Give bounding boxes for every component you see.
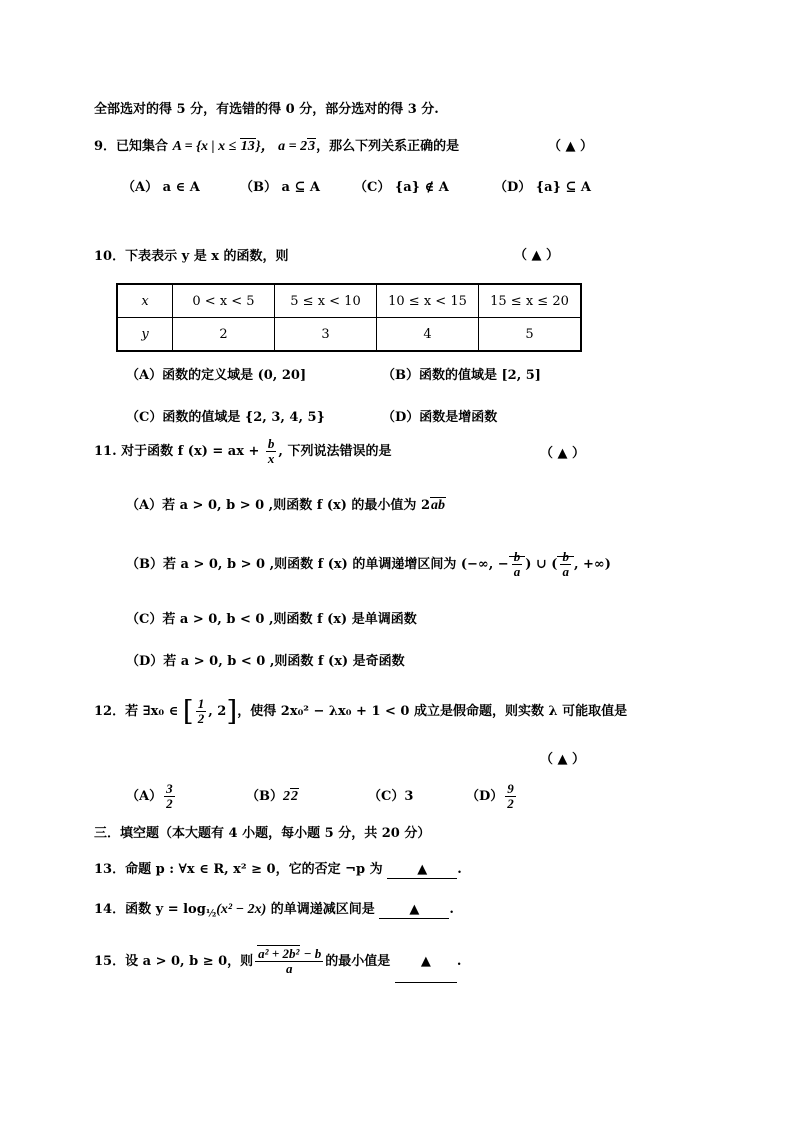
table-cell: x bbox=[117, 284, 173, 318]
answer-placeholder-9: （ ▲ ） bbox=[548, 139, 594, 154]
table-cell: 0 < x < 5 bbox=[173, 284, 275, 318]
table-cell: y bbox=[117, 318, 173, 352]
q11-option-d: （D）若 a > 0, b < 0 ,则函数 f (x) 是奇函数 bbox=[126, 654, 405, 669]
table-cell: 5 bbox=[479, 318, 582, 352]
question-15: 15．设 a > 0, b ≥ 0，则 $\frac{\text{a² + 2b² − b}}{a}$ 的最小值是 ▲ . bbox=[94, 942, 461, 983]
section-heading: 三．填空题（本大题有 4 小题，每小题 5 分，共 20 分） bbox=[94, 826, 431, 841]
q10-option-c: （C）函数的值域是 {2, 3, 4, 5} bbox=[126, 410, 325, 425]
answer-placeholder-12: （ ▲ ） bbox=[540, 752, 586, 767]
q11-option-b: （B）若 a > 0, b > 0 ,则函数 f (x) 的单调递增区间为 (−∞, − $\frac{b}{a}$ ) ∪ ( $\frac{b}{a}$ , +∞) bbox=[126, 549, 611, 579]
a-value: ， a = 23 bbox=[260, 139, 316, 154]
table-row bbox=[117, 318, 581, 352]
table-cell: 3 bbox=[275, 318, 377, 352]
table-cell: 15 ≤ x ≤ 20 bbox=[479, 284, 582, 318]
answer-placeholder-10: （ ▲ ） bbox=[514, 248, 560, 263]
q12-option-d: （D） $\frac{9}{2}$ bbox=[466, 781, 514, 811]
q9-option-d: （D） {a} ⊆ A bbox=[494, 180, 591, 195]
q11-option-a: （A）若 a > 0, b > 0 ,则函数 f (x) 的最小值为 2ab bbox=[126, 498, 446, 513]
function-table bbox=[116, 283, 582, 352]
table-cell: 10 ≤ x < 15 bbox=[377, 284, 479, 318]
question-12-stem: 12．若 ∃x₀ ∈ [ $\frac{1}{2}$ , 2]，使得 2x₀² − λx₀ + 1 < 0 成立是假命题，则实数 λ 可能取值是 bbox=[94, 694, 628, 728]
q12-option-c: （C）3 bbox=[368, 789, 414, 804]
q12-option-a: （A） $\frac{3}{2}$ bbox=[126, 781, 173, 811]
question-10-stem: 10．下表表示 y 是 x 的函数，则 bbox=[94, 249, 289, 264]
q12-option-b: （B）22 bbox=[246, 789, 298, 804]
table-cell: 2 bbox=[173, 318, 275, 352]
q10-option-b: （B）函数的值域是 [2, 5] bbox=[382, 368, 541, 383]
set-A: A = {x | x ≤ 13} bbox=[172, 139, 261, 154]
q9-option-b: （B） a ⊆ A bbox=[240, 180, 320, 195]
question-14: 14．函数 $y = \log_{\frac{1}{2}}(x^2 - 2x)$ 的单调递减区间是 ▲ . bbox=[94, 902, 454, 920]
question-9-stem: 9．已知集合 A = {x | x ≤ 13}， a = 23，那么下列关系正确的是 bbox=[94, 139, 460, 154]
answer-blank-13[interactable]: ▲ bbox=[387, 862, 457, 879]
q9-option-c: （C） {a} ∉ A bbox=[354, 180, 449, 195]
instructions-text: 全部选对的得 5 分，有选错的得 0 分，部分选对的得 3 分. bbox=[94, 102, 439, 117]
question-11-stem: 11. 对于函数 f (x) = ax + $\frac{b}{x}$ , 下列说法错误的是 bbox=[94, 436, 392, 466]
table-cell: 5 ≤ x < 10 bbox=[275, 284, 377, 318]
answer-blank-14[interactable]: ▲ bbox=[379, 902, 449, 919]
answer-blank-15[interactable]: ▲ bbox=[395, 942, 457, 983]
table-row bbox=[117, 284, 581, 318]
table-cell: 4 bbox=[377, 318, 479, 352]
q10-option-a: （A）函数的定义域是 (0, 20] bbox=[126, 368, 307, 383]
q9-option-a: （A） a ∈ A bbox=[122, 180, 200, 195]
answer-placeholder-11: （ ▲ ） bbox=[540, 446, 586, 461]
q11-option-c: （C）若 a > 0, b < 0 ,则函数 f (x) 是单调函数 bbox=[126, 612, 417, 627]
q10-option-d: （D）函数是增函数 bbox=[382, 410, 498, 425]
question-13: 13．命题 p : ∀x ∈ R, x² ≥ 0，它的否定 ¬p 为 ▲ . bbox=[94, 862, 462, 877]
